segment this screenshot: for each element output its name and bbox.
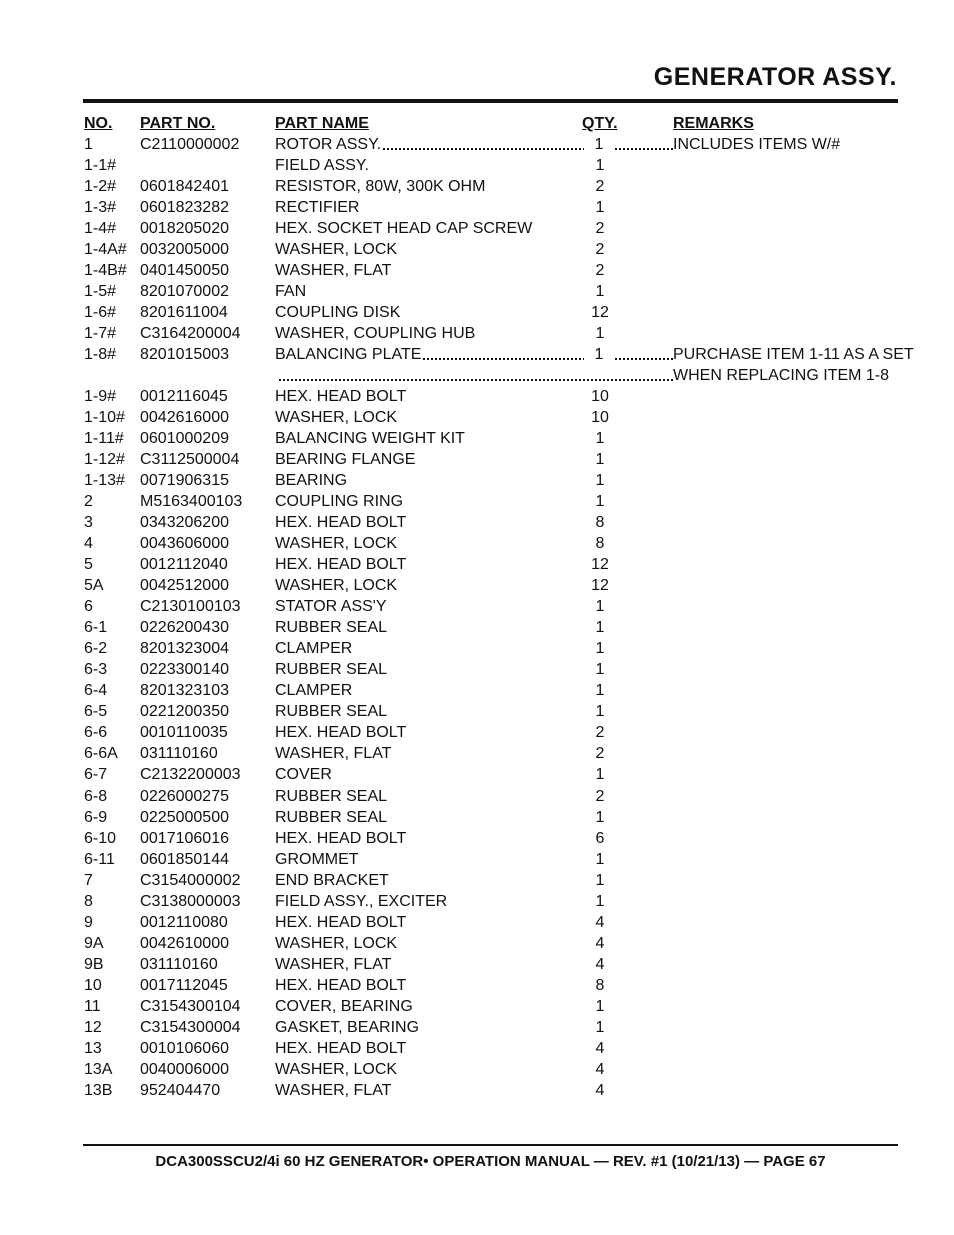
- part-name: COUPLING RING: [275, 493, 404, 511]
- title-rule: [83, 99, 898, 103]
- part-number: 0012116045: [140, 388, 228, 406]
- item-number: 5: [84, 556, 93, 574]
- quantity: 4: [595, 934, 605, 952]
- part-name: HEX. HEAD BOLT: [275, 829, 407, 847]
- table-row: [84, 197, 900, 218]
- part-number: 0225000500: [140, 808, 229, 826]
- part-name: CLAMPER: [275, 682, 353, 700]
- item-number: 1-2#: [84, 178, 117, 196]
- part-number: 031110160: [140, 955, 218, 973]
- item-number: 6-11: [84, 850, 115, 868]
- part-number: C3154000002: [140, 871, 241, 889]
- item-number: 6-9: [84, 808, 108, 826]
- item-number: 1-4B#: [84, 262, 127, 280]
- part-number: 0401450050: [140, 262, 229, 280]
- table-row: [84, 975, 900, 996]
- part-name: RUBBER SEAL: [275, 703, 388, 721]
- part-number: 0221200350: [140, 703, 229, 721]
- part-number: 0012110080: [140, 913, 228, 931]
- part-number: 0601823282: [140, 199, 229, 217]
- quantity: 1: [584, 134, 614, 155]
- part-name: HEX. HEAD BOLT: [275, 724, 407, 742]
- item-number: 12: [84, 1018, 102, 1036]
- page-title: GENERATOR ASSY.: [653, 63, 897, 91]
- item-number: 6-8: [84, 787, 108, 805]
- item-number: 6-1: [84, 619, 108, 637]
- quantity: 1: [595, 682, 605, 700]
- part-name: WASHER, LOCK: [275, 409, 398, 427]
- part-name: HEX. HEAD BOLT: [275, 913, 407, 931]
- part-number: 8201323103: [140, 682, 229, 700]
- part-name: WASHER, FLAT: [275, 262, 392, 280]
- part-name: FIELD ASSY., EXCITER: [275, 892, 448, 910]
- quantity: 12: [591, 304, 609, 322]
- quantity: 1: [595, 661, 605, 679]
- part-name: RUBBER SEAL: [275, 787, 388, 805]
- item-number: 1-4#: [84, 220, 117, 238]
- quantity: 1: [595, 472, 605, 490]
- part-number: 0012112040: [140, 556, 228, 574]
- part-number: 0042610000: [140, 934, 229, 952]
- table-row: [84, 470, 900, 491]
- item-number: 13A: [84, 1060, 113, 1078]
- part-name: GASKET, BEARING: [275, 1018, 420, 1036]
- quantity: 12: [591, 577, 609, 595]
- table-row: [84, 659, 900, 680]
- part-name: HEX. SOCKET HEAD CAP SCREW: [275, 220, 533, 238]
- part-name: BALANCING PLATE: [275, 346, 422, 364]
- part-number: 0223300140: [140, 661, 229, 679]
- table-header: [84, 113, 900, 134]
- table-row: [84, 1017, 900, 1038]
- item-number: 6-4: [84, 682, 108, 700]
- part-number: 0010110035: [140, 724, 228, 742]
- table-row: [84, 449, 900, 470]
- col-qty-header: QTY.: [582, 115, 618, 132]
- item-number: 9: [84, 913, 93, 931]
- item-number: 7: [84, 871, 93, 889]
- quantity: 1: [595, 997, 605, 1015]
- item-number: 1-9#: [84, 388, 117, 406]
- part-name: GROMMET: [275, 850, 359, 868]
- part-name: WASHER, LOCK: [275, 1060, 398, 1078]
- part-name: HEX. HEAD BOLT: [275, 976, 407, 994]
- part-number: 0017106016: [140, 829, 229, 847]
- part-name: COUPLING DISK: [275, 304, 401, 322]
- quantity: 8: [595, 535, 605, 553]
- quantity: 2: [595, 241, 605, 259]
- table-row: [84, 302, 900, 323]
- quantity: 4: [595, 1039, 605, 1057]
- table-row: [84, 260, 900, 281]
- item-number: 6-5: [84, 703, 108, 721]
- table-row: [84, 176, 900, 197]
- part-number: 0601850144: [140, 850, 229, 868]
- part-number: C2130100103: [140, 598, 241, 616]
- table-row: [84, 428, 900, 449]
- quantity: 2: [595, 262, 605, 280]
- quantity: 1: [595, 451, 605, 469]
- part-number: C3112500004: [140, 451, 240, 469]
- table-row: [84, 912, 900, 933]
- part-name: WASHER, LOCK: [275, 241, 398, 259]
- part-name: FAN: [275, 283, 307, 301]
- table-row: [84, 680, 900, 701]
- item-number: 6-2: [84, 640, 108, 658]
- table-row: [84, 491, 900, 512]
- item-number: 1-10#: [84, 409, 125, 427]
- col-name-header: PART NAME: [275, 115, 369, 132]
- quantity: 1: [595, 199, 605, 217]
- part-number: 0018205020: [140, 220, 229, 238]
- part-number: 0343206200: [140, 514, 229, 532]
- part-number: C3154300004: [140, 1018, 241, 1036]
- item-number: 6-3: [84, 661, 108, 679]
- remarks: PURCHASE ITEM 1-11 AS A SET: [673, 346, 914, 364]
- part-number: 8201015003: [140, 346, 229, 364]
- quantity: 1: [595, 1018, 605, 1036]
- part-number: C2110000002: [140, 136, 240, 154]
- table-row: [84, 786, 900, 807]
- part-number: C3164200004: [140, 325, 241, 343]
- part-name: WASHER, LOCK: [275, 934, 398, 952]
- quantity: 1: [595, 157, 605, 175]
- part-number: 952404470: [140, 1081, 221, 1099]
- quantity: 1: [595, 766, 605, 784]
- col-no-header: NO.: [84, 115, 113, 132]
- part-number: 0042512000: [140, 577, 229, 595]
- quantity: 10: [591, 388, 609, 406]
- table-row: [84, 638, 900, 659]
- part-name: WASHER, FLAT: [275, 955, 392, 973]
- item-number: 1-12#: [84, 451, 125, 469]
- quantity: 1: [595, 325, 605, 343]
- part-number: 0601000209: [140, 430, 229, 448]
- dot-leader: [275, 365, 673, 386]
- table-row: [84, 954, 900, 975]
- part-name: HEX. HEAD BOLT: [275, 556, 407, 574]
- table-row: [84, 849, 900, 870]
- quantity: 1: [595, 703, 605, 721]
- item-number: 8: [84, 892, 93, 910]
- part-number: 0226200430: [140, 619, 229, 637]
- item-number: 5A: [84, 577, 104, 595]
- item-number: 3: [84, 514, 93, 532]
- table-row: [84, 807, 900, 828]
- table-row: [84, 344, 914, 365]
- table-row: [84, 386, 900, 407]
- quantity: 1: [595, 892, 605, 910]
- item-number: 6-10: [84, 829, 117, 847]
- parts-table: [84, 113, 914, 1101]
- part-name: BEARING: [275, 472, 348, 490]
- quantity: 8: [595, 514, 605, 532]
- part-number: M5163400103: [140, 493, 243, 511]
- quantity: 10: [591, 409, 609, 427]
- quantity: 1: [595, 871, 605, 889]
- table-row: [84, 722, 900, 743]
- quantity: 2: [595, 745, 605, 763]
- table-row: [84, 239, 900, 260]
- part-number: 0043606000: [140, 535, 229, 553]
- item-number: 6-6A: [84, 745, 118, 763]
- quantity: 1: [595, 808, 605, 826]
- item-number: 10: [84, 976, 102, 994]
- item-number: 1-7#: [84, 325, 117, 343]
- item-number: 1-3#: [84, 199, 117, 217]
- item-number: 13B: [84, 1081, 113, 1099]
- item-number: 6-7: [84, 766, 108, 784]
- table-row: [84, 1038, 900, 1059]
- item-number: 6-6: [84, 724, 108, 742]
- part-number: 8201070002: [140, 283, 229, 301]
- table-row: [84, 134, 900, 155]
- quantity: 6: [595, 829, 605, 847]
- quantity: 1: [595, 619, 605, 637]
- quantity: 12: [591, 556, 609, 574]
- quantity: 2: [595, 724, 605, 742]
- part-name: BALANCING WEIGHT KIT: [275, 430, 465, 448]
- part-number: 0042616000: [140, 409, 229, 427]
- quantity: 1: [595, 850, 605, 868]
- table-row: [84, 533, 900, 554]
- part-number: 8201611004: [140, 304, 228, 322]
- table-row: [84, 1080, 900, 1101]
- item-number: 13: [84, 1039, 102, 1057]
- part-name: RECTIFIER: [275, 199, 360, 217]
- part-name: STATOR ASS'Y: [275, 598, 387, 616]
- part-name: HEX. HEAD BOLT: [275, 514, 407, 532]
- page-footer: DCA300SSCU2/4i 60 HZ GENERATOR• OPERATION MANUAL — REV. #1 (10/21/13) — PAGE 67: [155, 1153, 826, 1170]
- part-name: FIELD ASSY.: [275, 157, 369, 175]
- quantity: 4: [595, 1081, 605, 1099]
- table-row: [84, 365, 900, 386]
- part-number: 8201323004: [140, 640, 229, 658]
- part-name: ROTOR ASSY.: [275, 136, 382, 154]
- footer-rule: [83, 1144, 898, 1146]
- item-number: 1-4A#: [84, 241, 127, 259]
- item-number: 1-13#: [84, 472, 125, 490]
- part-name: RUBBER SEAL: [275, 661, 388, 679]
- part-name: WASHER, FLAT: [275, 1081, 392, 1099]
- table-row: [84, 596, 900, 617]
- part-number: 0010106060: [140, 1039, 229, 1057]
- item-number: 9A: [84, 934, 104, 952]
- quantity: 1: [595, 430, 605, 448]
- quantity: 4: [595, 1060, 605, 1078]
- table-row: [84, 512, 900, 533]
- col-part-header: PART NO.: [140, 115, 216, 132]
- part-number: 0017112045: [140, 976, 228, 994]
- table-row: [84, 764, 900, 785]
- item-number: 11: [84, 997, 101, 1015]
- remarks: WHEN REPLACING ITEM 1-8: [673, 367, 890, 385]
- quantity: 4: [595, 913, 605, 931]
- part-name: HEX. HEAD BOLT: [275, 388, 407, 406]
- part-number: 0032005000: [140, 241, 229, 259]
- table-row: [84, 155, 900, 176]
- item-number: 1-1#: [84, 157, 117, 175]
- part-number: C2132200003: [140, 766, 241, 784]
- part-name: RUBBER SEAL: [275, 619, 388, 637]
- item-number: 1-8#: [84, 346, 117, 364]
- table-row: [84, 554, 900, 575]
- quantity: 1: [595, 493, 605, 511]
- part-number: 0071906315: [140, 472, 229, 490]
- table-row: [84, 891, 900, 912]
- table-row: [84, 281, 900, 302]
- quantity: 4: [595, 955, 605, 973]
- quantity: 1: [595, 640, 605, 658]
- table-row: [84, 701, 900, 722]
- part-name: HEX. HEAD BOLT: [275, 1039, 407, 1057]
- item-number: 2: [84, 493, 93, 511]
- col-remarks-header: REMARKS: [673, 115, 754, 132]
- item-number: 1: [84, 136, 93, 154]
- table-row: [84, 218, 900, 239]
- part-name: CLAMPER: [275, 640, 353, 658]
- table-row: [84, 1059, 900, 1080]
- quantity: 2: [595, 787, 605, 805]
- item-number: 1-6#: [84, 304, 117, 322]
- table-row: [84, 617, 900, 638]
- part-name: WASHER, FLAT: [275, 745, 392, 763]
- item-number: 1-11#: [84, 430, 124, 448]
- quantity: 2: [595, 220, 605, 238]
- table-row: [84, 996, 900, 1017]
- part-number: 031110160: [140, 745, 218, 763]
- part-name: COVER: [275, 766, 332, 784]
- item-number: 9B: [84, 955, 104, 973]
- table-row: [84, 933, 900, 954]
- part-name: RUBBER SEAL: [275, 808, 388, 826]
- part-number: C3138000003: [140, 892, 241, 910]
- part-number: 0226000275: [140, 787, 229, 805]
- part-name: [275, 367, 277, 384]
- remarks: INCLUDES ITEMS W/#: [673, 136, 841, 154]
- quantity: 1: [595, 283, 605, 301]
- part-name: END BRACKET: [275, 871, 389, 889]
- table-row: [84, 323, 900, 344]
- part-name: WASHER, LOCK: [275, 577, 398, 595]
- quantity: 8: [595, 976, 605, 994]
- item-number: 4: [84, 535, 93, 553]
- table-row: [84, 407, 900, 428]
- part-number: C3154300104: [140, 997, 241, 1015]
- table-row: [84, 575, 900, 596]
- leader-dots: [275, 379, 673, 381]
- table-row: [84, 870, 900, 891]
- part-name: BEARING FLANGE: [275, 451, 416, 469]
- table-row: [84, 828, 900, 849]
- quantity: 1: [595, 598, 605, 616]
- table-body: [84, 134, 914, 1101]
- quantity: 1: [584, 344, 614, 365]
- part-number: 0601842401: [140, 178, 229, 196]
- item-number: 6: [84, 598, 93, 616]
- item-number: 1-5#: [84, 283, 117, 301]
- part-number: 0040006000: [140, 1060, 229, 1078]
- quantity: 2: [595, 178, 605, 196]
- part-name: RESISTOR, 80W, 300K OHM: [275, 178, 486, 196]
- table-row: [84, 743, 900, 764]
- part-name: WASHER, COUPLING HUB: [275, 325, 476, 343]
- part-name: COVER, BEARING: [275, 997, 413, 1015]
- part-name: WASHER, LOCK: [275, 535, 398, 553]
